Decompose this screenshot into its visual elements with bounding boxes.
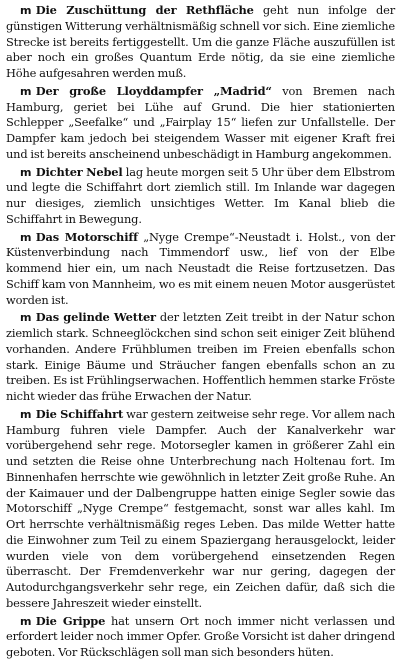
item-headline: Dichter Nebel [35, 164, 123, 179]
news-item-nebel [6, 165, 395, 228]
item-headline: Die Grippe [35, 613, 106, 628]
item-body: lag heute morgen seit 5 Uhr über dem Elbstrom und legte die Schiffahrt dort ziemlich still. Im Inlande war dagegen nur diesiges, ziemlich unsichtiges Wetter. Im Kanal blieb die Schiffahrt in Bewegung. [6, 164, 396, 226]
item-headline: Die Schiffahrt [35, 406, 124, 421]
item-marker: m [20, 165, 32, 179]
news-item-rethflaeche [6, 3, 395, 82]
item-marker: m [20, 4, 32, 17]
news-item-wetter [6, 310, 395, 405]
item-body: „Nyge Crempe“-Neustadt i. Holst., von der Küstenverbindung nach Timmendorf usw., lief von der Elbe kommend hier ein, um nach Neustadt die Reise fortzusetzen. Das Schiff kam von Mannheim, wo es mit einem neuen Motor ausgerüstet worden ist. [6, 229, 395, 307]
item-body: hat unsern Ort noch immer nicht verlassen und erfordert leider noch immer Opfer. Große Vorsicht ist daher dringend geboten. Vor Rückschlägen soll man sich besonders hüten. [6, 613, 395, 659]
item-body: von Bremen nach Hamburg, geriet bei Lühe auf Grund. Die hier stationierten Schlepper „Seefalke“ und „Fairplay 15“ liefen zur Unfallstelle. Der Dampfer kam jedoch bei steigendem Wasser mit eigener Kraft frei und ist bereits anscheinend unbeschädigt in Hamburg angekommen. [6, 83, 395, 161]
news-item-madrid [6, 84, 395, 163]
news-item-grippe [6, 614, 395, 661]
item-body: geht nun infolge der günstigen Witterung verhältnismäßig schnell vor sich. Eine ziemliche Strecke ist bereits fertiggestellt. Um die ganze Fläche auszufüllen ist aber noch ein großes Quantum Erde nötig, da sie eine ziemliche Höhe aufgesahren werden muß. [6, 3, 395, 80]
item-headline: Der große Lloyddampfer „Madrid“ [35, 83, 272, 98]
item-headline: Die Zuschüttung der Rethfläche [35, 3, 254, 17]
item-headline: Das Motorschiff [35, 229, 138, 244]
news-item-motorschiff [6, 230, 395, 309]
item-headline: Das gelinde Wetter [35, 310, 156, 325]
item-marker: m [20, 230, 32, 244]
item-marker: m [20, 84, 32, 98]
item-marker: m [20, 407, 32, 421]
news-item-schiffahrt [6, 407, 395, 612]
item-body: der letzten Zeit treibt in der Natur schon ziemlich stark. Schneeglöckchen sind schon seit einiger Zeit blühend vorhanden. Andere Frühblumen treiben im Freien ebenfalls schon stark. Einige Bäume und Sträucher fangen ebenfalls schon an zu treiben. Es ist Frühlingserwachen. Hoffentlich hemmen starke Fröste nicht wieder das frühe Erwachen der Natur. [6, 310, 395, 403]
item-marker: m [20, 311, 32, 325]
item-body: war gestern zeitweise sehr rege. Vor allem nach Hamburg fuhren viele Dampfer. Auch der Kanalverkehr war vorübergehend sehr rege. Motorsegler kamen in größerer Zahl ein und setzten die Reise ohne Unterbrechung nach Holtenau fort. Im Binnenhafen herrschte wie gewöhnlich in letzter Zeit große Ruhe. An der Kaimauer und der Dalbengruppe hatten einige Segler sowie das Motorschiff „Nyge Crempe“ festgemacht, sonst war alles kahl. Im Ort herrschte verhältnismäßig reges Leben. Das milde Wetter hatte die Einwohner zum Teil zu einem Spaziergang herausgelockt, leider wurden viele von dem vorübergehend einsetzenden Regen überrascht. Der Fremdenverkehr war nur gering, dagegen der Autodurchgangsverkehr sehr rege, ein Zeichen dafür, daß sich die bessere Jahreszeit wieder einstellt. [6, 406, 395, 610]
item-marker: m [20, 614, 32, 628]
